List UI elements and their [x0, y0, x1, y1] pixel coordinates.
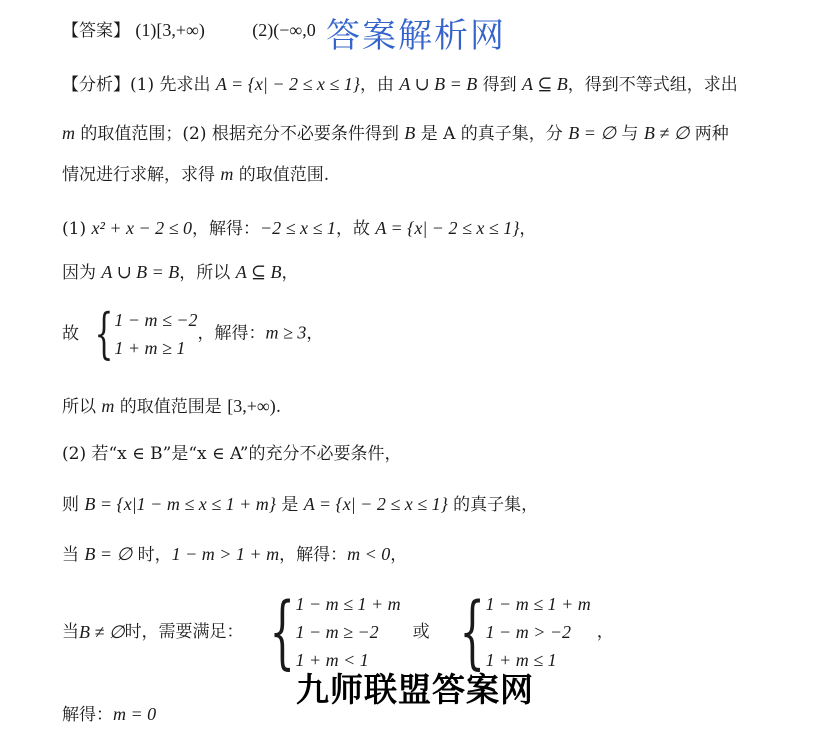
sol-text: .: [275, 397, 282, 417]
sol-math: A ⊆ B: [235, 262, 282, 282]
analysis-math: A ⊆ B: [522, 74, 568, 94]
sol-math: m = 0: [113, 704, 157, 724]
sol-text: 所以: [62, 397, 102, 417]
system-row: 1 + m < 1: [295, 650, 369, 670]
system-row: 1 − m ≤ 1 + m: [295, 594, 401, 614]
system-row: 1 − m ≥ −2: [295, 622, 379, 642]
solution2-line-4: [62, 585, 614, 678]
sol-math: m: [101, 396, 115, 416]
sol-text: 的真子集，: [447, 495, 539, 515]
sol-math: A = {x| − 2 ≤ x ≤ 1}: [303, 494, 448, 514]
left-brace-icon: {: [269, 585, 295, 678]
solution2-line-2: [62, 492, 538, 517]
sol-math: −2 ≤ x ≤ 1: [260, 218, 336, 238]
sol-math: m < 0: [347, 544, 391, 564]
sol-text: ，所以: [179, 263, 236, 283]
answer-part1: (1)[3,+∞): [135, 20, 205, 40]
sol-text: 因为: [62, 263, 102, 283]
solution2-line-3: [62, 542, 407, 567]
analysis-line-3: [62, 162, 329, 187]
sol-text: ，: [390, 545, 408, 565]
analysis-text: 情况进行求解，求得: [62, 165, 221, 185]
analysis-text: ，由: [359, 75, 400, 95]
sol-text: 当: [62, 622, 79, 642]
solution1-line-1: [62, 216, 536, 241]
analysis-math: B ≠ ∅: [643, 123, 690, 143]
sol-text: 当: [62, 545, 85, 565]
analysis-text: 与: [616, 124, 644, 144]
analysis-line-1: [62, 72, 738, 97]
analysis-math: m: [220, 164, 234, 184]
left-brace-icon: {: [459, 585, 485, 678]
system-row: 1 − m ≤ 1 + m: [485, 594, 591, 614]
analysis-text: 的取值范围；(2) 根据充分不必要条件得到: [75, 124, 405, 144]
sol-text: ，解得：: [197, 323, 266, 344]
sol-text: 故: [62, 324, 79, 344]
solution1-line-2: [62, 260, 298, 285]
sol-text: 时，需要满足：: [124, 622, 244, 642]
system-row: 1 − m > −2: [485, 622, 571, 642]
analysis-line-2: [62, 121, 729, 146]
analysis-math: B: [404, 123, 416, 143]
sol-math: B ≠ ∅: [79, 622, 125, 642]
sol-math: B = ∅: [84, 544, 133, 564]
sol-math: B = {x|1 − m ≤ x ≤ 1 + m}: [84, 494, 276, 514]
answer-tag: 【答案】: [62, 21, 130, 41]
sol-text: ，: [281, 263, 299, 283]
analysis-text: 两种: [689, 124, 729, 144]
analysis-text: ，得到不等式组，求出: [567, 75, 738, 95]
analysis-text: 是 A 的真子集，分: [415, 124, 569, 144]
system-row: 1 + m ≥ 1: [114, 338, 186, 358]
sol-text: ，: [306, 323, 324, 344]
analysis-math: B = ∅: [568, 123, 617, 143]
watermark-top: 答案解析网: [326, 16, 506, 56]
answer-part2: (2)(−∞,0: [252, 20, 316, 40]
sol-math: 1 − m > 1 + m: [171, 544, 280, 564]
left-brace-icon: {: [94, 302, 114, 365]
sol-math: [3,+∞): [227, 396, 276, 416]
solution2-line-1: [62, 442, 401, 466]
or-word: 或: [412, 622, 430, 642]
inequality-system-a: [295, 590, 400, 674]
sol-math: m ≥ 3: [265, 322, 307, 343]
sol-text: 时，: [132, 545, 172, 565]
system-block: [62, 302, 198, 365]
sol-text: ，解得：: [279, 545, 348, 565]
sol-text: 则: [62, 495, 85, 515]
sol-math: A = {x| − 2 ≤ x ≤ 1}: [375, 218, 520, 238]
sol-math: x² + x − 2 ≤ 0: [91, 218, 193, 238]
sol-math: A ∪ B = B: [101, 262, 180, 282]
sol-text: ，: [596, 622, 614, 642]
solution1-line-4: [62, 394, 281, 419]
sol-text: (1): [62, 219, 92, 239]
analysis-math: m: [62, 123, 75, 143]
analysis-text: 的取值范围.: [233, 165, 330, 185]
sol-text: 是: [275, 495, 304, 515]
sol-text: 的取值范围是: [114, 397, 228, 417]
analysis-math: A ∪ B = B: [399, 74, 478, 94]
inequality-system-b: [486, 590, 591, 674]
analysis-tag: 【分析】: [62, 75, 130, 95]
sol-text: ，解得：: [192, 219, 261, 239]
watermark-bottom: 九师联盟答案网: [296, 670, 534, 709]
solution2-line-5: [62, 702, 156, 727]
system-row: 1 + m ≤ 1: [485, 650, 557, 670]
system-row: 1 − m ≤ −2: [114, 310, 198, 330]
analysis-text: (1) 先求出: [130, 75, 216, 95]
analysis-text: 得到: [477, 75, 523, 95]
analysis-math: A = {x| − 2 ≤ x ≤ 1}: [215, 74, 360, 94]
solution1-line-3: [62, 302, 324, 365]
answer-line: [62, 18, 316, 43]
system-block: [62, 585, 614, 678]
inequality-system: [114, 306, 197, 362]
sol-text: ，: [519, 219, 537, 239]
sol-text: (2) 若“x ∈ B”是“x ∈ A”的充分不必要条件，: [62, 444, 402, 464]
sol-text: ，故: [335, 219, 376, 239]
sol-text: 解得：: [62, 705, 113, 725]
